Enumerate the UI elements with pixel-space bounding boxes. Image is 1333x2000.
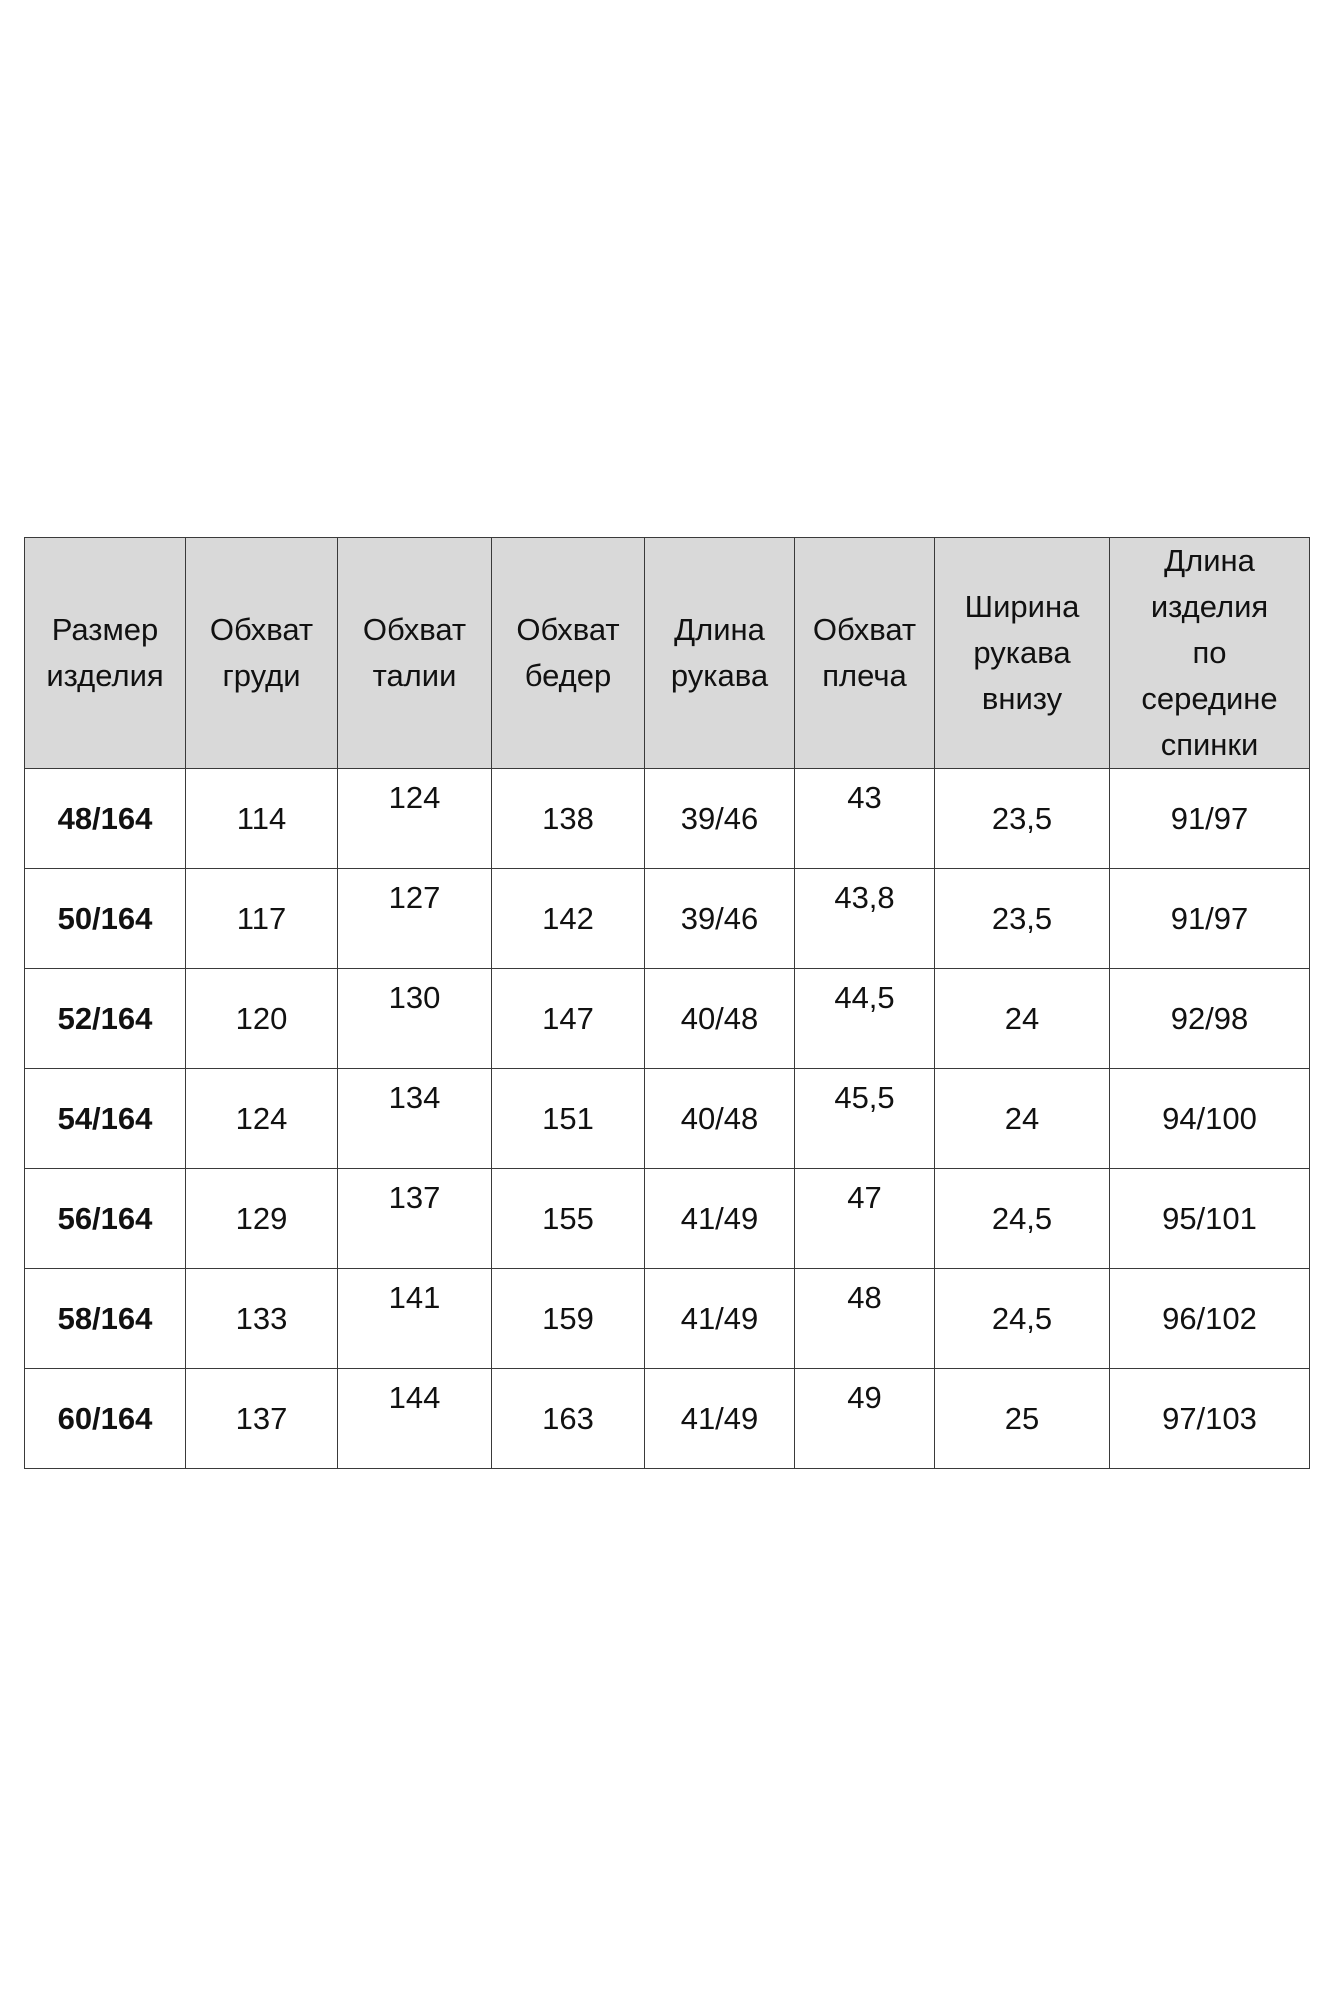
size-cell: 50/164 xyxy=(25,869,186,969)
header-text: середине xyxy=(1141,681,1278,716)
header-text: плеча xyxy=(822,658,907,693)
header-text: талии xyxy=(372,658,457,693)
hips-cell: 147 xyxy=(492,969,645,1069)
table-row xyxy=(25,1269,1310,1369)
shoulder-girth-header xyxy=(795,538,935,769)
header-text: Обхват xyxy=(362,612,467,647)
chest-cell: 137 xyxy=(186,1369,338,1469)
sleeve-length-cell: 41/49 xyxy=(645,1369,795,1469)
waist-cell: 130 xyxy=(338,969,492,1069)
hips-cell: 151 xyxy=(492,1069,645,1169)
sleeve-width-cell: 24 xyxy=(935,969,1110,1069)
header-text: Размер xyxy=(51,612,159,647)
header-text: рукава xyxy=(973,635,1071,670)
header-text: внизу xyxy=(981,681,1063,716)
sleeve-width-cell: 25 xyxy=(935,1369,1110,1469)
table-row xyxy=(25,1069,1310,1169)
back-length-header xyxy=(1110,538,1310,769)
table-row xyxy=(25,1169,1310,1269)
size-chart-table xyxy=(24,537,1310,1469)
header-text: Длина xyxy=(674,612,765,647)
sleeve-length-cell: 41/49 xyxy=(645,1269,795,1369)
back-length-cell: 91/97 xyxy=(1110,869,1310,969)
sleeve-width-cell: 23,5 xyxy=(935,769,1110,869)
header-text: изделия xyxy=(1150,589,1269,624)
shoulder-girth-cell: 44,5 xyxy=(795,969,935,1069)
chest-cell: 129 xyxy=(186,1169,338,1269)
header-text: Обхват xyxy=(812,612,917,647)
shoulder-girth-cell: 47 xyxy=(795,1169,935,1269)
shoulder-girth-cell: 49 xyxy=(795,1369,935,1469)
size-header xyxy=(25,538,186,769)
header-text: спинки xyxy=(1160,727,1259,762)
sleeve-length-header xyxy=(645,538,795,769)
header-text: груди xyxy=(222,658,301,693)
waist-header xyxy=(338,538,492,769)
chest-cell: 117 xyxy=(186,869,338,969)
size-cell: 54/164 xyxy=(25,1069,186,1169)
back-length-cell: 92/98 xyxy=(1110,969,1310,1069)
back-length-cell: 96/102 xyxy=(1110,1269,1310,1369)
header-text: Обхват xyxy=(209,612,314,647)
size-cell: 58/164 xyxy=(25,1269,186,1369)
size-cell: 52/164 xyxy=(25,969,186,1069)
size-cell: 56/164 xyxy=(25,1169,186,1269)
back-length-cell: 95/101 xyxy=(1110,1169,1310,1269)
back-length-cell: 94/100 xyxy=(1110,1069,1310,1169)
sleeve-length-cell: 41/49 xyxy=(645,1169,795,1269)
size-cell: 60/164 xyxy=(25,1369,186,1469)
sleeve-width-header xyxy=(935,538,1110,769)
table-row xyxy=(25,869,1310,969)
sleeve-width-cell: 24,5 xyxy=(935,1269,1110,1369)
shoulder-girth-cell: 48 xyxy=(795,1269,935,1369)
chest-cell: 114 xyxy=(186,769,338,869)
waist-cell: 137 xyxy=(338,1169,492,1269)
waist-cell: 124 xyxy=(338,769,492,869)
chest-cell: 124 xyxy=(186,1069,338,1169)
back-length-cell: 91/97 xyxy=(1110,769,1310,869)
shoulder-girth-cell: 43 xyxy=(795,769,935,869)
table-row xyxy=(25,769,1310,869)
waist-cell: 134 xyxy=(338,1069,492,1169)
sleeve-length-cell: 40/48 xyxy=(645,969,795,1069)
hips-header xyxy=(492,538,645,769)
header-row xyxy=(25,538,1310,769)
header-text: рукава xyxy=(670,658,769,693)
size-cell: 48/164 xyxy=(25,769,186,869)
hips-cell: 163 xyxy=(492,1369,645,1469)
back-length-cell: 97/103 xyxy=(1110,1369,1310,1469)
sleeve-width-cell: 24 xyxy=(935,1069,1110,1169)
table-row xyxy=(25,1369,1310,1469)
hips-cell: 138 xyxy=(492,769,645,869)
sleeve-width-cell: 24,5 xyxy=(935,1169,1110,1269)
header-text: изделия xyxy=(46,658,164,693)
waist-cell: 141 xyxy=(338,1269,492,1369)
sleeve-length-cell: 39/46 xyxy=(645,769,795,869)
header-text: Ширина xyxy=(964,589,1080,624)
header-text: по xyxy=(1192,635,1227,670)
chest-header xyxy=(186,538,338,769)
chest-cell: 133 xyxy=(186,1269,338,1369)
table-body xyxy=(25,769,1310,1469)
shoulder-girth-cell: 43,8 xyxy=(795,869,935,969)
hips-cell: 142 xyxy=(492,869,645,969)
waist-cell: 144 xyxy=(338,1369,492,1469)
waist-cell: 127 xyxy=(338,869,492,969)
header-text: Обхват xyxy=(516,612,620,647)
chest-cell: 120 xyxy=(186,969,338,1069)
sleeve-width-cell: 23,5 xyxy=(935,869,1110,969)
shoulder-girth-cell: 45,5 xyxy=(795,1069,935,1169)
hips-cell: 159 xyxy=(492,1269,645,1369)
header-text: Длина xyxy=(1164,543,1255,578)
sleeve-length-cell: 40/48 xyxy=(645,1069,795,1169)
hips-cell: 155 xyxy=(492,1169,645,1269)
sleeve-length-cell: 39/46 xyxy=(645,869,795,969)
header-text: бедер xyxy=(524,658,612,693)
table-row xyxy=(25,969,1310,1069)
